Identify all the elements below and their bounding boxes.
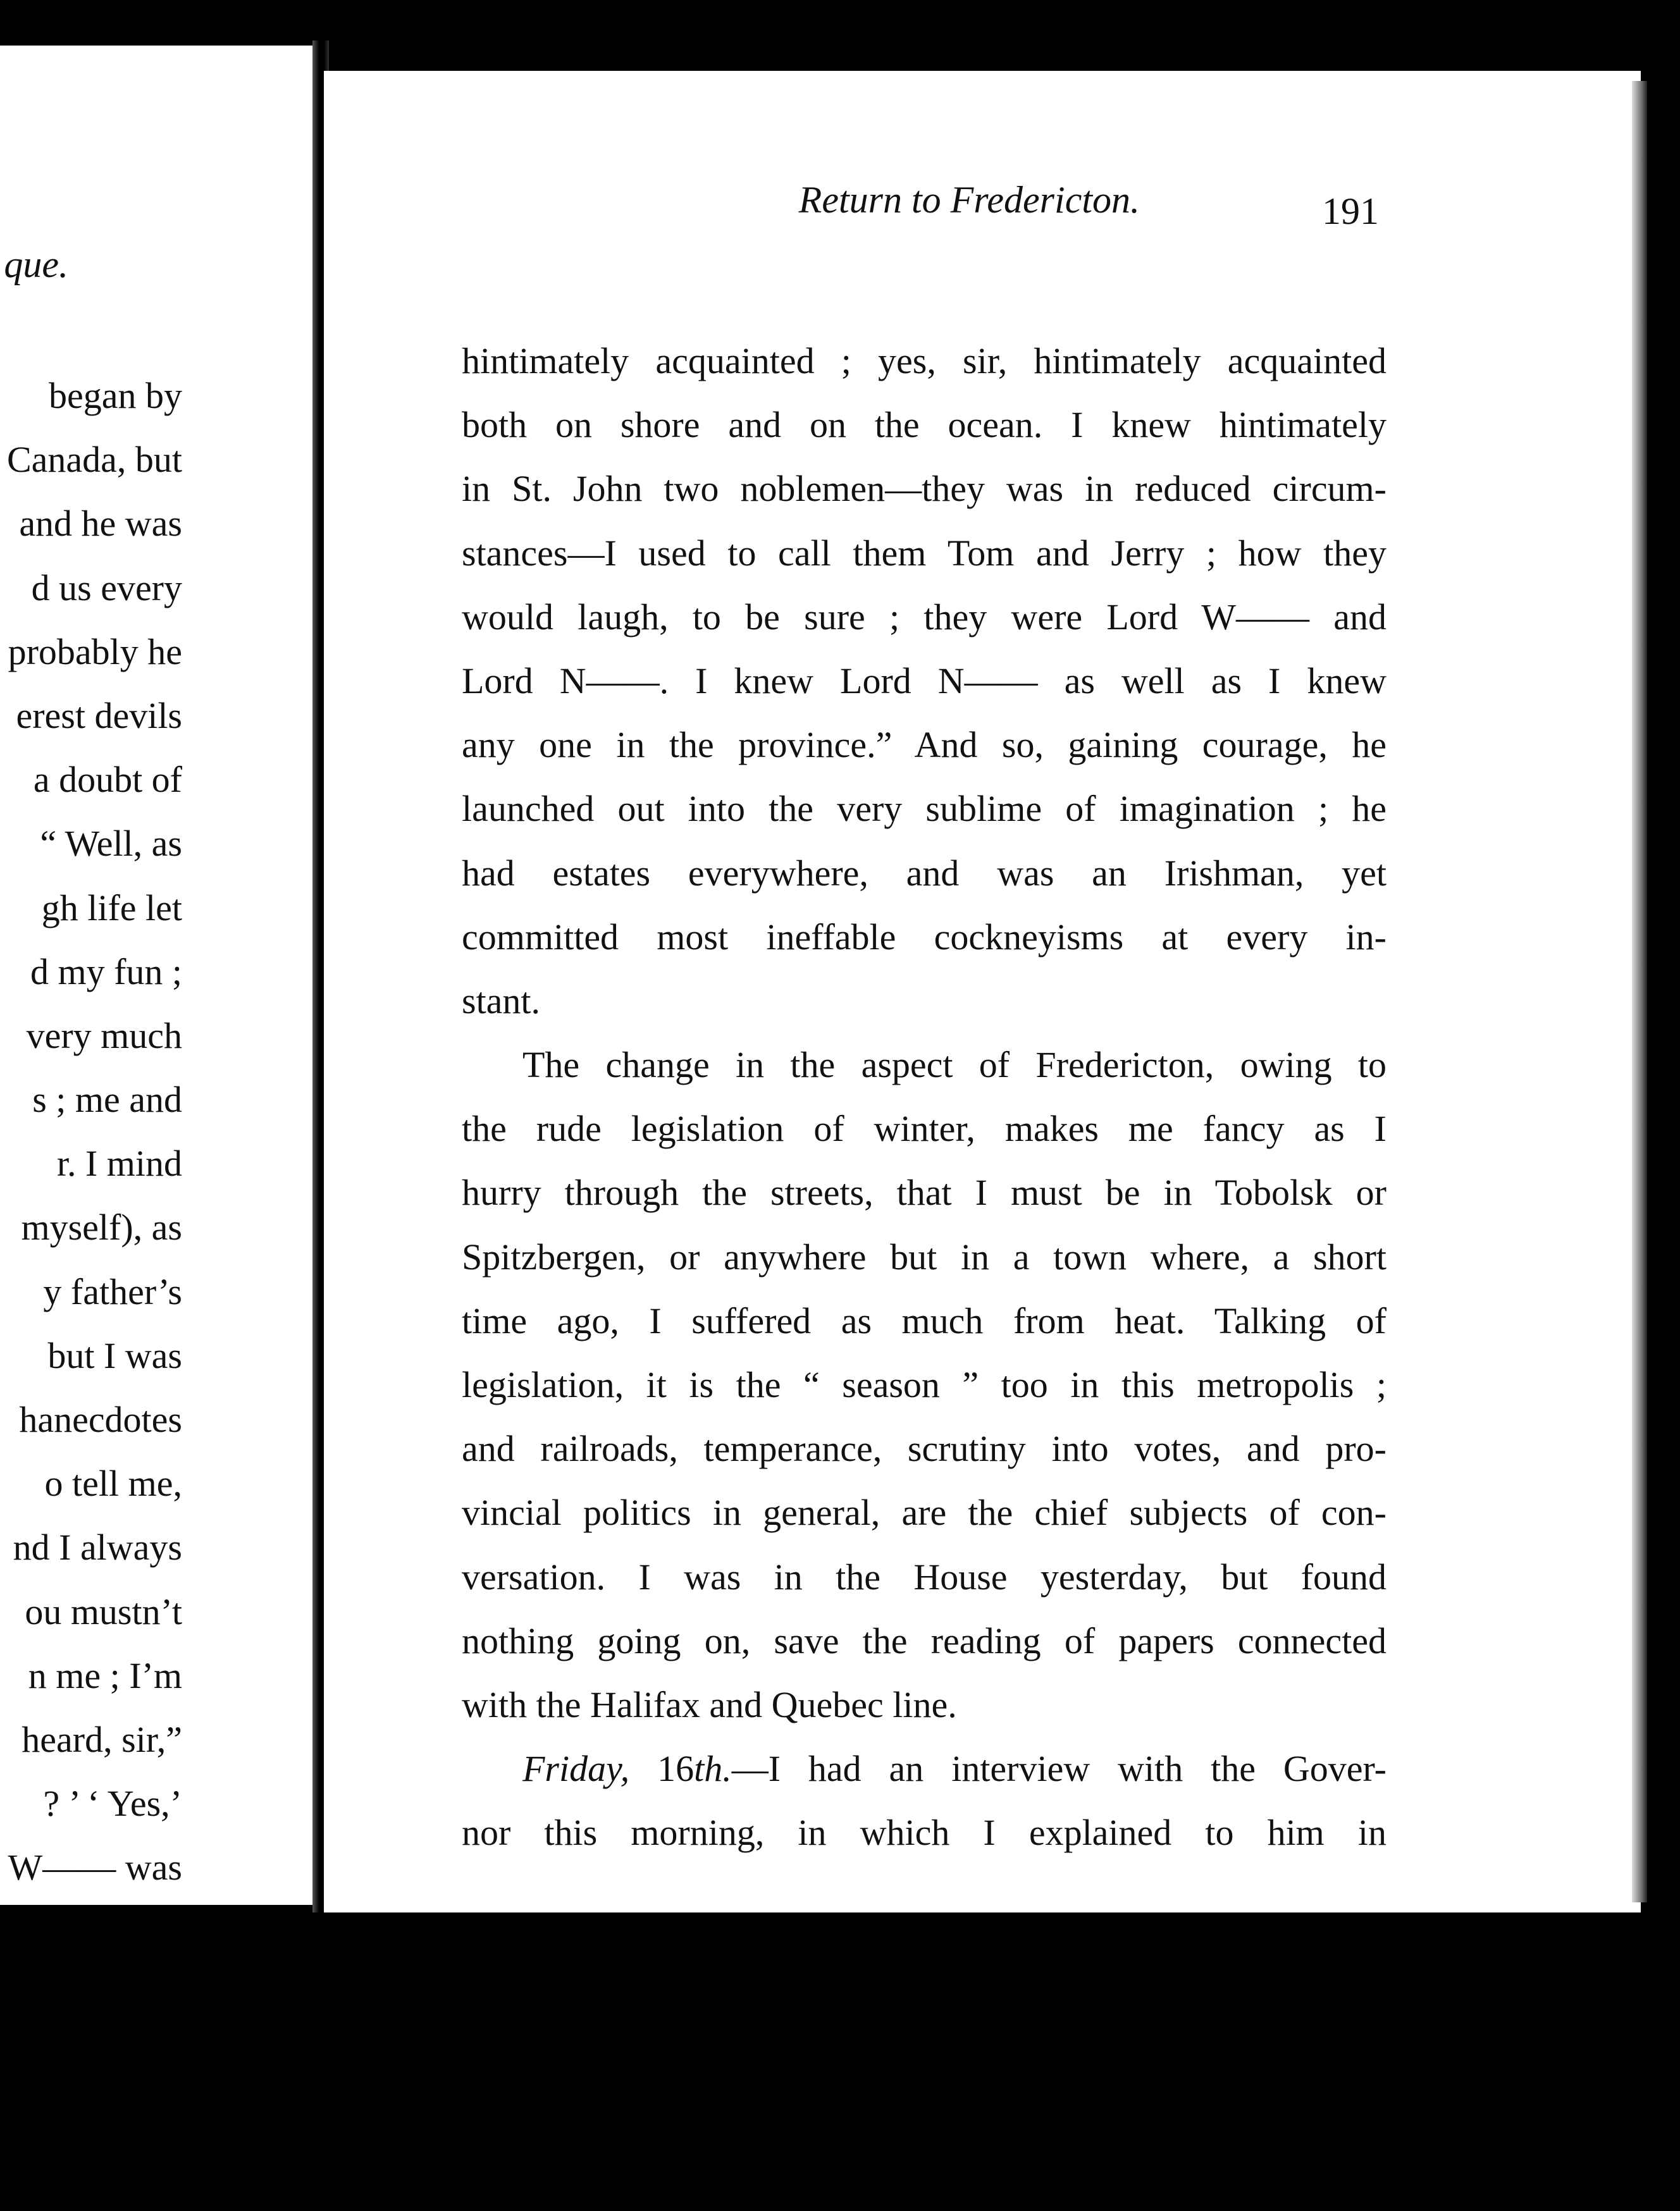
previous-page-line: heard, sir,” (22, 1718, 182, 1760)
date-ordinal: th. (694, 1748, 732, 1790)
previous-page-line: myself), as (21, 1207, 182, 1248)
paragraph-2 (462, 1033, 1387, 1737)
text-line: stances—I used to call them Tom and Jerry ; how they (462, 532, 1387, 574)
previous-page-line: y father’s (43, 1271, 182, 1312)
previous-page-line: gh life let (41, 887, 182, 928)
previous-page-text (0, 364, 182, 1900)
text-line: committed most ineffable cockneyisms at every in- (462, 916, 1387, 958)
paragraph-1 (462, 329, 1387, 1033)
previous-page-line: s ; me and (32, 1079, 182, 1121)
text-line: launched out into the very sublime of imagination ; he (462, 788, 1387, 830)
previous-page-line: a doubt of (33, 759, 182, 801)
previous-page-line: nd I always (13, 1527, 182, 1568)
paragraph-3 (462, 1737, 1387, 1864)
previous-page-running-head: que. (4, 243, 68, 285)
text-line: nothing going on, save the reading of papers connected (462, 1620, 1387, 1661)
previous-page-line: W—— was (8, 1847, 182, 1888)
text-line: time ago, I suffered as much from heat. Talking of (462, 1300, 1387, 1341)
previous-page-line: but I was (47, 1334, 182, 1376)
date-lead: Friday, (522, 1748, 630, 1790)
previous-page-line: hanecdotes (19, 1399, 182, 1440)
text-line: any one in the province.” And so, gaining courage, he (462, 724, 1387, 766)
text-line: Lord N——. I knew Lord N—— as well as I knew (462, 660, 1387, 701)
running-head: Return to Fredericton. (798, 179, 1140, 221)
text-line: versation. I was in the House yesterday, but found (462, 1556, 1387, 1598)
text-line: the rude legislation of winter, makes me fancy as I (462, 1108, 1387, 1150)
text-line: nor this morning, in which I explained to him in (462, 1812, 1387, 1854)
text-line: with the Halifax and Quebec line. (462, 1684, 957, 1725)
previous-page-line: ou mustn’t (25, 1591, 182, 1632)
text-line (462, 1737, 1387, 1801)
previous-page-line: ? ’ ‘ Yes,’ (43, 1783, 182, 1825)
text-line: both on shore and on the ocean. I knew hintimately (462, 404, 1387, 446)
text-line: in St. John two noblemen—they was in reduced circum- (462, 468, 1387, 510)
previous-page-line: “ Well, as (40, 823, 182, 865)
previous-page-line: o tell me, (44, 1463, 182, 1505)
previous-page-line: d us every (31, 567, 182, 608)
page-edge (1632, 81, 1647, 1902)
previous-page-line: probably he (8, 631, 182, 672)
page-body (462, 329, 1387, 1865)
text-line: hurry through the streets, that I must be in Tobolsk or (462, 1172, 1387, 1214)
text-line: had estates everywhere, and was an Irishman, yet (462, 852, 1387, 894)
previous-page-line: very much (26, 1014, 182, 1056)
text-line: and railroads, temperance, scrutiny into votes, and pro- (462, 1428, 1387, 1470)
previous-page-line: d my fun ; (30, 951, 182, 992)
previous-page-line: and he was (19, 503, 182, 545)
text-line: legislation, it is the “ season ” too in this metropolis ; (462, 1364, 1387, 1405)
page-number: 191 (1322, 190, 1379, 232)
text-line: Spitzbergen, or anywhere but in a town where, a short (462, 1236, 1387, 1278)
text-line: hintimately acquainted ; yes, sir, hintimately acquainted (462, 340, 1387, 381)
previous-page (0, 46, 316, 1905)
previous-page-line: r. I mind (56, 1143, 182, 1185)
previous-page-line: began by (49, 375, 182, 416)
text-line: vincial politics in general, are the chief subjects of con- (462, 1492, 1387, 1534)
text-line: The change in the aspect of Fredericton, owing to (522, 1044, 1387, 1086)
text-line-rest: —I had an interview with the Gover- (731, 1748, 1387, 1790)
previous-page-line: erest devils (16, 694, 182, 736)
previous-page-line: n me ; I’m (28, 1654, 182, 1696)
date-day: 16 (629, 1748, 695, 1790)
text-line: stant. (462, 980, 541, 1021)
text-line: would laugh, to be sure ; they were Lord W—— and (462, 596, 1387, 637)
previous-page-line: Canada, but (6, 439, 182, 481)
